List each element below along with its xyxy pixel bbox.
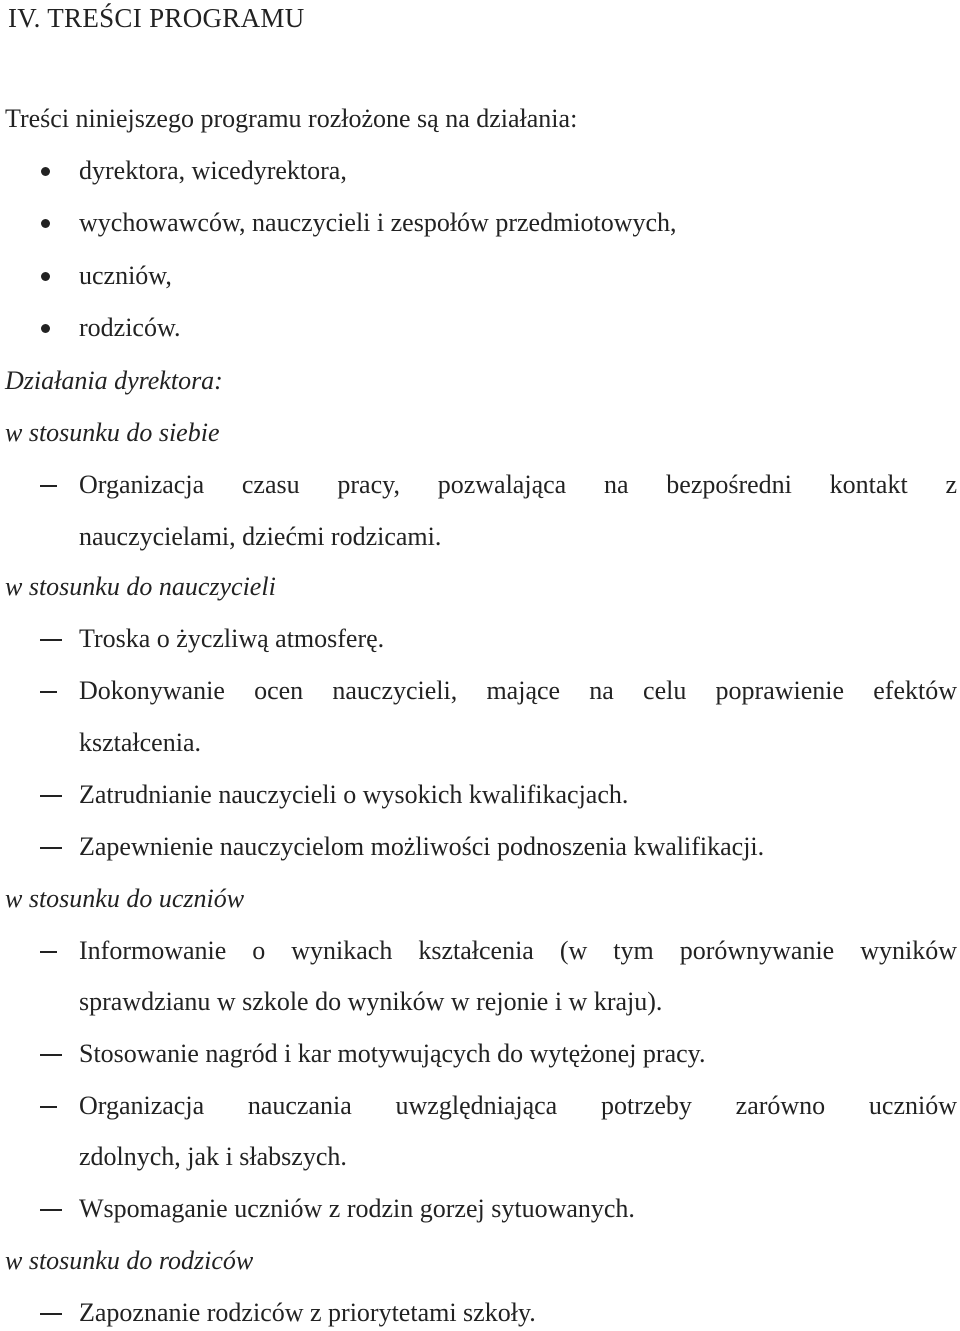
- bullet-icon: [40, 206, 70, 240]
- dash-icon: [40, 1296, 70, 1330]
- item-text: Zatrudnianie nauczycieli o wysokich kwalifikacjach.: [79, 780, 629, 809]
- item-text-continuation: kształcenia.: [79, 728, 201, 757]
- page-title: IV. TREŚCI PROGRAMU: [8, 3, 305, 33]
- director-heading: Działania dyrektora:: [5, 366, 223, 395]
- item-text: Organizacja nauczania uwzględniająca potrzeby zarówno uczniów: [79, 1091, 957, 1120]
- dash-icon: [40, 830, 70, 864]
- dash-icon: [40, 674, 70, 708]
- dash-icon: [40, 934, 70, 968]
- intro-paragraph: Treści niniejszego programu rozłożone są na działania:: [5, 104, 578, 133]
- bullet-text: dyrektora, wicedyrektora,: [79, 156, 347, 185]
- item-text: Wspomaganie uczniów z rodzin gorzej sytuowanych.: [79, 1194, 635, 1223]
- item-text: Zapewnienie nauczycielom możliwości podnoszenia kwalifikacji.: [79, 832, 765, 861]
- bullet-text: wychowawców, nauczycieli i zespołów przedmiotowych,: [79, 208, 677, 237]
- dash-icon: [40, 622, 70, 656]
- dash-icon: [40, 1192, 70, 1226]
- dash-icon: [40, 1037, 70, 1071]
- section-title-self: w stosunku do siebie: [5, 418, 220, 447]
- bullet-icon: [40, 311, 70, 345]
- item-text: Organizacja czasu pracy, pozwalająca na bezpośredni kontakt z: [79, 470, 957, 499]
- bullet-text: rodziców.: [79, 313, 181, 342]
- item-text-continuation: sprawdzianu w szkole do wyników w rejonie i w kraju).: [79, 987, 663, 1016]
- dash-icon: [40, 778, 70, 812]
- section-title-teachers: w stosunku do nauczycieli: [5, 572, 276, 601]
- item-text: Zapoznanie rodziców z priorytetami szkoły.: [79, 1298, 536, 1327]
- item-text-continuation: zdolnych, jak i słabszych.: [79, 1142, 347, 1171]
- dash-icon: [40, 468, 70, 502]
- bullet-icon: [40, 154, 70, 188]
- bullet-text: uczniów,: [79, 261, 172, 290]
- dash-icon: [40, 1089, 70, 1123]
- item-text: Informowanie o wynikach kształcenia (w tym porównywanie wyników: [79, 936, 957, 965]
- bullet-icon: [40, 259, 70, 293]
- item-text: Dokonywanie ocen nauczycieli, mające na celu poprawienie efektów: [79, 676, 957, 705]
- section-title-students: w stosunku do uczniów: [5, 884, 245, 913]
- item-text: Stosowanie nagród i kar motywujących do wytężonej pracy.: [79, 1039, 706, 1068]
- section-title-parents: w stosunku do rodziców: [5, 1246, 254, 1275]
- item-text: Troska o życzliwą atmosferę.: [79, 624, 385, 653]
- item-text-continuation: nauczycielami, dziećmi rodzicami.: [79, 522, 442, 551]
